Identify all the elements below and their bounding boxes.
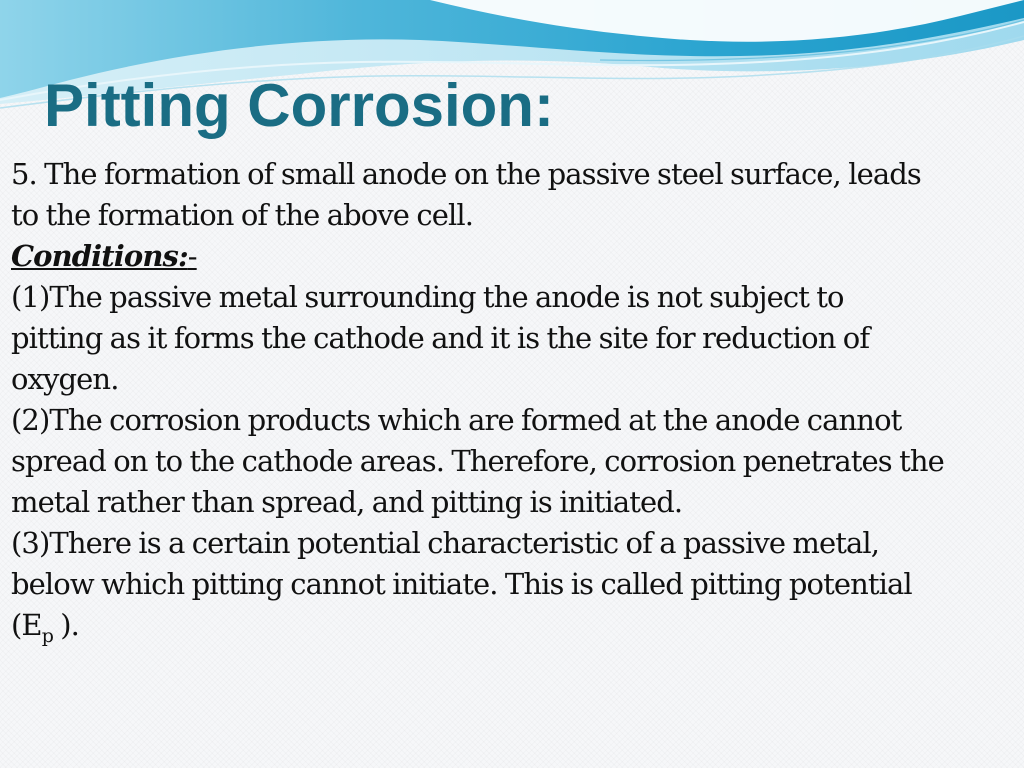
- conditions-dash: -: [187, 239, 197, 273]
- condition-2-line-3: metal rather than spread, and pitting is initiated.: [11, 485, 683, 519]
- condition-1: [11, 277, 1011, 400]
- ep-subscript: p: [41, 625, 53, 647]
- condition-3: [11, 523, 1011, 646]
- ep-prefix: (E: [11, 608, 42, 642]
- point-5: [11, 154, 1011, 236]
- pitting-potential-symbol: [11, 608, 80, 647]
- slide-body: [11, 154, 1011, 646]
- condition-1-line-1: (1)The passive metal surrounding the anode is not subject to: [11, 280, 844, 314]
- conditions-label: Conditions:: [11, 239, 188, 273]
- conditions-heading: [11, 236, 1011, 277]
- condition-2-line-1: (2)The corrosion products which are formed at the anode cannot: [11, 403, 902, 437]
- condition-3-line-1: (3)There is a certain potential characteristic of a passive metal,: [11, 526, 880, 560]
- slide-title: Pitting Corrosion:: [44, 72, 554, 139]
- condition-2: [11, 400, 1011, 523]
- condition-3-line-2: below which pitting cannot initiate. This is called pitting potential: [11, 567, 912, 601]
- condition-2-line-2: spread on to the cathode areas. Therefore, corrosion penetrates the: [11, 444, 944, 478]
- ep-suffix: ).: [52, 608, 80, 642]
- point-5-line-2: to the formation of the above cell.: [11, 198, 474, 232]
- condition-1-line-3: oxygen.: [11, 362, 119, 396]
- point-5-line-1: 5. The formation of small anode on the passive steel surface, leads: [11, 157, 921, 191]
- condition-1-line-2: pitting as it forms the cathode and it is the site for reduction of: [11, 321, 870, 355]
